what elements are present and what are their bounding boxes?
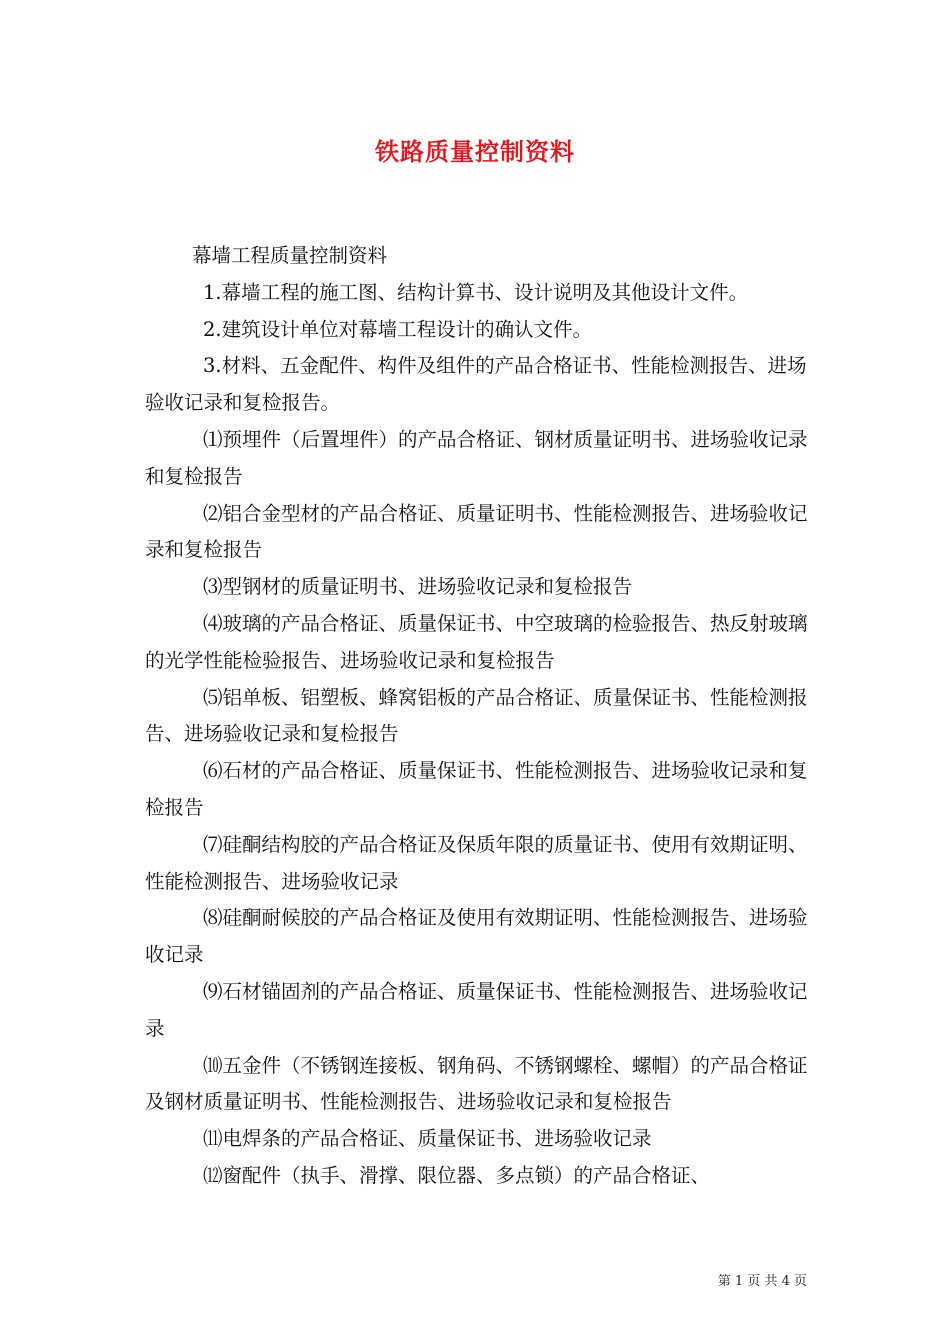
sub-list-item: ⑿窗配件（执手、滑撑、限位器、多点锁）的产品合格证、 <box>203 1163 711 1187</box>
section-heading: 幕墙工程质量控制资料 <box>192 244 388 267</box>
sub-list-item: ⑼石材锚固剂的产品合格证、质量保证书、性能检测报告、进场验收记录 <box>145 979 808 1040</box>
sub-list-item: ⑻硅酮耐候胶的产品合格证及使用有效期证明、性能检测报告、进场验收记录 <box>145 906 808 967</box>
sub-list-item: ⑶型钢材的质量证明书、进场验收记录和复检报告 <box>203 575 633 599</box>
sub-list-item: ⑴预埋件（后置埋件）的产品合格证、钢材质量证明书、进场验收记录和复检报告 <box>145 427 808 488</box>
sub-list-item: ⑷玻璃的产品合格证、质量保证书、中空玻璃的检验报告、热反射玻璃的光学性能检验报告、进场验收记录和复检报告 <box>145 611 808 672</box>
sub-list-item: ⑸铝单板、铝塑板、蜂窝铝板的产品合格证、质量保证书、性能检测报告、进场验收记录和复检报告 <box>145 685 808 746</box>
page-title: 铁路质量控制资料 <box>375 137 575 166</box>
sub-list-item: ⑾电焊条的产品合格证、质量保证书、进场验收记录 <box>203 1127 652 1151</box>
sub-list-item: ⑵铝合金型材的产品合格证、质量证明书、性能检测报告、进场验收记录和复检报告 <box>145 501 808 562</box>
sub-list-item: ⑽五金件（不锈钢连接板、钢角码、不锈钢螺栓、螺帽）的产品合格证及钢材质量证明书、性能检测报告、进场验收记录和复检报告 <box>145 1053 808 1114</box>
list-item: 2.建筑设计单位对幕墙工程设计的确认文件。 <box>203 317 593 341</box>
document-body <box>145 238 813 1195</box>
list-item: 3.材料、五金配件、构件及组件的产品合格证书、性能检测报告、进场验收记录和复检报告。 <box>145 354 807 415</box>
page-number: 第 1 页 共 4 页 <box>717 1274 807 1289</box>
sub-list-item: ⑹石材的产品合格证、质量保证书、性能检测报告、进场验收记录和复检报告 <box>145 759 808 819</box>
list-item: 1.幕墙工程的施工图、结构计算书、设计说明及其他设计文件。 <box>203 280 749 304</box>
sub-list-item: ⑺硅酮结构胶的产品合格证及保质年限的质量证书、使用有效期证明、性能检测报告、进场验收记录 <box>145 832 808 893</box>
